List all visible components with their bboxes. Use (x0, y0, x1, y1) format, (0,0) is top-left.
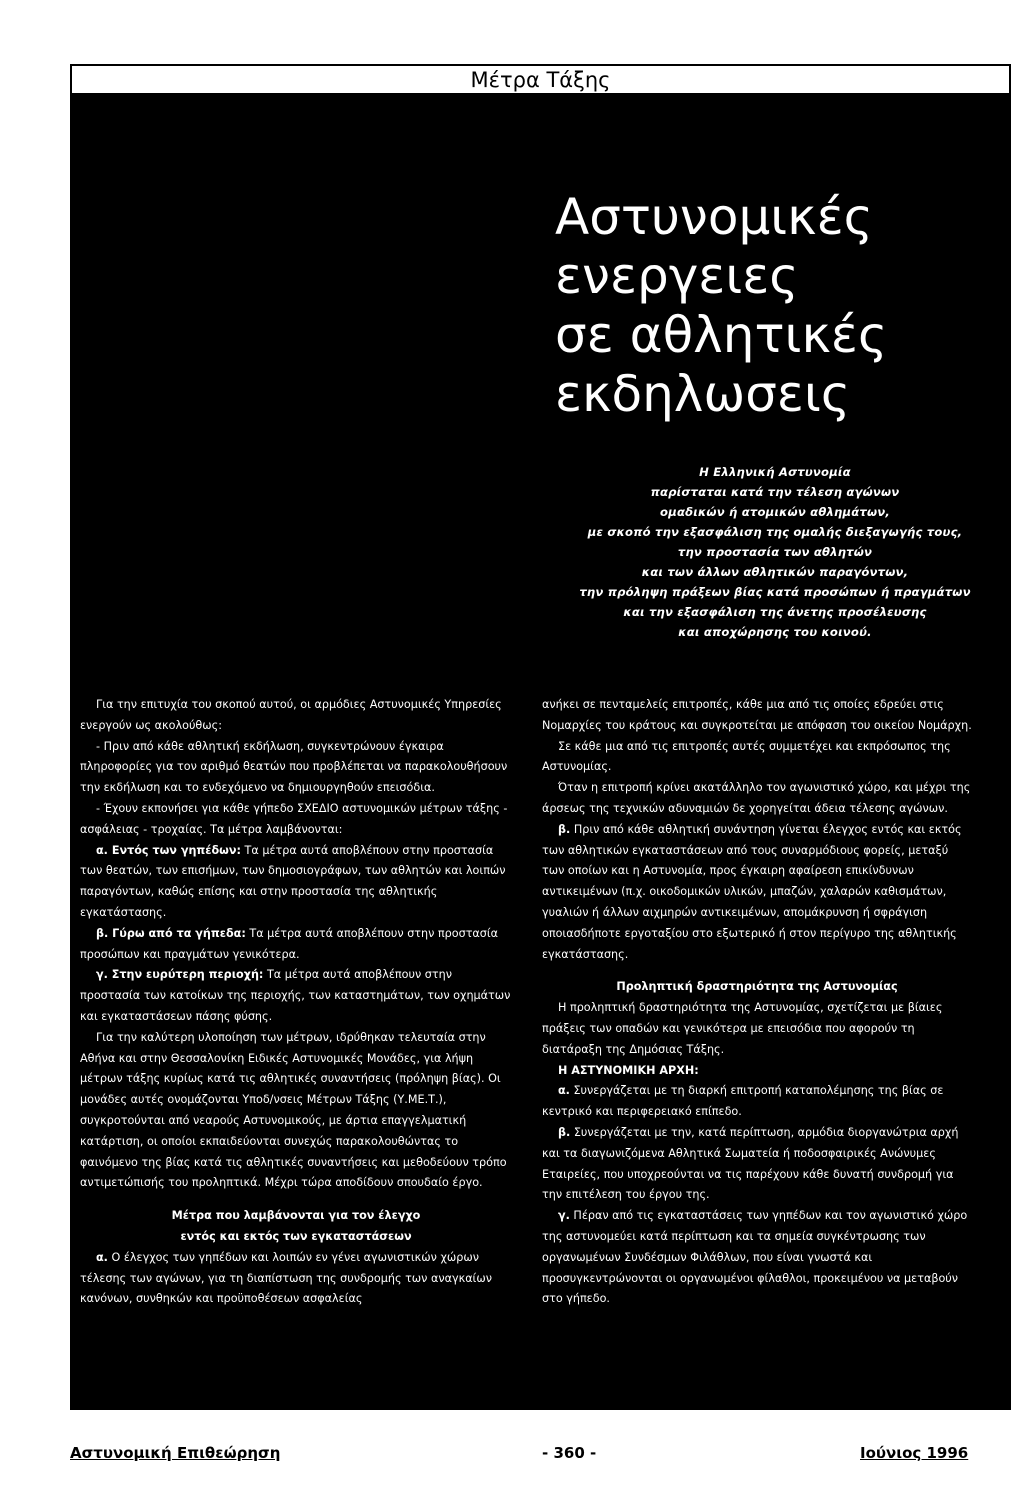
footer-date: Ιούνιος 1996 (860, 1444, 969, 1462)
right-column (542, 695, 972, 1310)
paragraph: Για την καλύτερη υλοποίηση των μέτρων, ιδρύθηκαν τελευταία στην Αθήνα και στην Θεσσαλονίκη Ειδικές Αστυνομικές Μονάδες, για λήψη μέτρων τάξης κυρίως κατά τις αθλητικές συναντήσεις (πρόληψη βίας). Οι μονάδες αυτές ονομάζονται Υποδ/νσεις Μέτρων Τάξης (Υ.ΜΕ.Τ.), συγκροτούνται από νεαρούς Αστυνομικούς, με άρτια επαγγελματική κατάρτιση, οι οποίοι εκπαιδεύονται συνεχώς παρακολουθώντας το φαινόμενο της βίας κατά τις αθλητικές συναντήσεις και μεθοδεύουν τρόπο αντιμετώπισής του προληπτικά. Μέχρι τώρα αποδίδουν σπουδαίο έργο. (80, 1030, 507, 1190)
label-heading: Η ΑΣΤΥΝΟΜΙΚΗ ΑΡΧΗ: (558, 1063, 699, 1077)
item-text: Πέραν από τις εγκαταστάσεις των γηπέδων και τον αγωνιστικό χώρο της αστυνομεύει κατά περίπτωση και τα σημεία συγκέντρωσης των οργανωμένων Συνδέσμων Φιλάθλων, που είναι γνωστά και προσυγκεντρώνονται οι οργανωμένοι φίλαθλοι, προκειμένου να μεταβούν στο γήπεδο. (542, 1209, 968, 1306)
list-item-b (80, 924, 512, 966)
page-footer (60, 1440, 1005, 1470)
paragraph: Σε κάθε μια από τις επιτροπές αυτές συμμετέχει και εκπρόσωπος της Αστυνομίας. (542, 739, 951, 774)
title-line: σε αθλητικές (555, 306, 888, 364)
intro-line: με σκοπό την εξασφάλιση της ομαλής διεξαγωγής τους, (587, 525, 963, 539)
title-line: Αστυνομικές (555, 188, 874, 246)
intro-line: ομαδικών ή ατομικών αθλημάτων, (660, 505, 890, 519)
paragraph: - Έχουν εκπονήσει για κάθε γήπεδο ΣΧΕΔΙΟ αστυνομικών μέτρων τάξης - ασφάλειας - τροχαίας. Τα μέτρα λαμβάνονται: (80, 801, 508, 836)
list-item-a (80, 841, 512, 924)
article-title (555, 188, 995, 424)
item-label: β. (558, 822, 571, 836)
intro-line: και αποχώρησης του κοινού. (678, 625, 872, 639)
intro-block (560, 462, 990, 642)
item-label: γ. (558, 1209, 570, 1223)
item-label: α. (96, 1250, 108, 1264)
item-text: Πριν από κάθε αθλητική συνάντηση γίνεται έλεγχος εντός και εκτός των αθλητικών εγκαταστάσεων από τους συναρμόδιους φορείς, μεταξύ των οποίων και η Αστυνομία, προς έγκαιρη αφαίρεση επικίνδυνων αντικειμένων (π.χ. οικοδομικών υλικών, μπαζών, χαλαρών καθισμάτων, γυαλιών ή άλλων αιχμηρών αντικειμένων, απομάκρυνση ή σφράγιση οποιασδήποτε εργοταξίου στο εξωτερικό ή στον περίγυρο της αθλητικής εγκατάστασης. (542, 822, 962, 961)
list-item-c (542, 1206, 972, 1310)
item-text: Συνεργάζεται με την, κατά περίπτωση, αρμόδια διοργανώτρια αρχή και τα διαγωνιζόμενα Αθλητικά Σωματεία ή ποδοσφαιρικές Ανώνυμες Εταιρείες, που υποχρεούνται να τις παρέχουν κάθε δυνατή συνδρομή για την επιτέλεση του έργου της. (542, 1125, 959, 1202)
item-label: α. (558, 1084, 570, 1098)
list-item-c (80, 965, 512, 1027)
footer-page-number: - 360 - (542, 1444, 597, 1462)
intro-line: την προστασία των αθλητών (677, 545, 873, 559)
subheading (80, 1206, 512, 1248)
list-item (80, 1248, 512, 1310)
intro-line: παρίσταται κατά την τέλεση αγώνων (650, 485, 900, 499)
intro-line: και των άλλων αθλητικών παραγόντων, (641, 565, 909, 579)
item-text: Τα μέτρα αυτά αποβλέπουν στην προστασία προσώπων και πραγμάτων γενικότερα. (80, 926, 499, 961)
section-title: Μέτρα Τάξης (470, 67, 611, 92)
subheading-line: εντός και εκτός των εγκαταστάσεων (180, 1229, 412, 1243)
intro-line: Η Ελληνική Αστυνομία (699, 465, 851, 479)
intro-line: την πρόληψη πράξεων βίας κατά προσώπων ή πραγμάτων (579, 585, 971, 599)
section-header (72, 66, 1009, 95)
title-line: εκδηλωσεις (555, 365, 851, 423)
left-column (80, 695, 512, 1310)
item-text: Ο έλεγχος των γηπέδων και λοιπών εν γένει αγωνιστικών χώρων τέλεσης των αγώνων, για τη διαπίστωση της συνδρομής των αναγκαίων κανόνων, συνθηκών και προϋποθέσεων ασφαλείας (80, 1250, 492, 1306)
item-label: γ. Στην ευρύτερη περιοχή: (96, 968, 264, 982)
paragraph: Η προληπτική δραστηριότητα της Αστυνομίας, σχετίζεται με βίαιες πράξεις των οπαδών και γενικότερα με επεισόδια που αφορούν τη διατάραξη της Δημόσιας Τάξης. (542, 1001, 943, 1056)
item-text: Τα μέτρα αυτά αποβλέπουν στην προστασία των θεατών, των επισήμων, των δημοσιογράφων, των αθλητών και λοιπών παραγόντων, καθώς επίσης και στην προστασία της αθλητικής εγκατάστασης. (80, 843, 506, 919)
footer-publication: Αστυνομική Επιθεώρηση (70, 1444, 281, 1462)
list-item-a (542, 1081, 972, 1123)
list-item (542, 820, 972, 966)
item-text: Συνεργάζεται με τη διαρκή επιτροπή καταπολέμησης της βίας σε κεντρικό και περιφερειακό επίπεδο. (542, 1084, 944, 1119)
list-item-b (542, 1123, 972, 1206)
item-label: β. Γύρω από τα γήπεδα: (96, 926, 246, 940)
item-label: β. (558, 1125, 571, 1139)
item-text: Τα μέτρα αυτά αποβλέπουν στην προστασία των κατοίκων της περιοχής, των καταστημάτων, των οχημάτων και εγκαταστάσεων πάσης φύσης. (80, 968, 511, 1023)
paragraph: ανήκει σε πενταμελείς επιτροπές, κάθε μια από τις οποίες εδρεύει στις Νομαρχίες του κράτους και συγκροτείται με απόφαση του οικείου Νομάρχη. (542, 698, 972, 732)
subheading: Προληπτική δραστηριότητα της Αστυνομίας (616, 980, 898, 994)
paragraph: Για την επιτυχία του σκοπού αυτού, οι αρμόδιες Αστυνομικές Υπηρεσίες ενεργούν ως ακολούθως: (80, 698, 502, 732)
item-label: α. Εντός των γηπέδων: (96, 843, 241, 857)
title-line: ενεργειες (555, 247, 799, 305)
intro-line: και την εξασφάλιση της άνετης προσέλευσης (623, 605, 927, 619)
paragraph: Όταν η επιτροπή κρίνει ακατάλληλο τον αγωνιστικό χώρο, και μέχρι της άρσεως της τεχνικών αδυναμιών δε χορηγείται άδεια τέλεσης αγώνων. (542, 781, 971, 815)
paragraph: - Πριν από κάθε αθλητική εκδήλωση, συγκεντρώνουν έγκαιρα πληροφορίες για τον αριθμό θεατών που προβλέπεται να παρακολουθήσουν την εκδήλωση και το ενδεχόμενο να δημιουργηθούν επεισόδια. (80, 739, 508, 795)
subheading-line: Μέτρα που λαμβάνονται για τον έλεγχο (171, 1209, 421, 1223)
